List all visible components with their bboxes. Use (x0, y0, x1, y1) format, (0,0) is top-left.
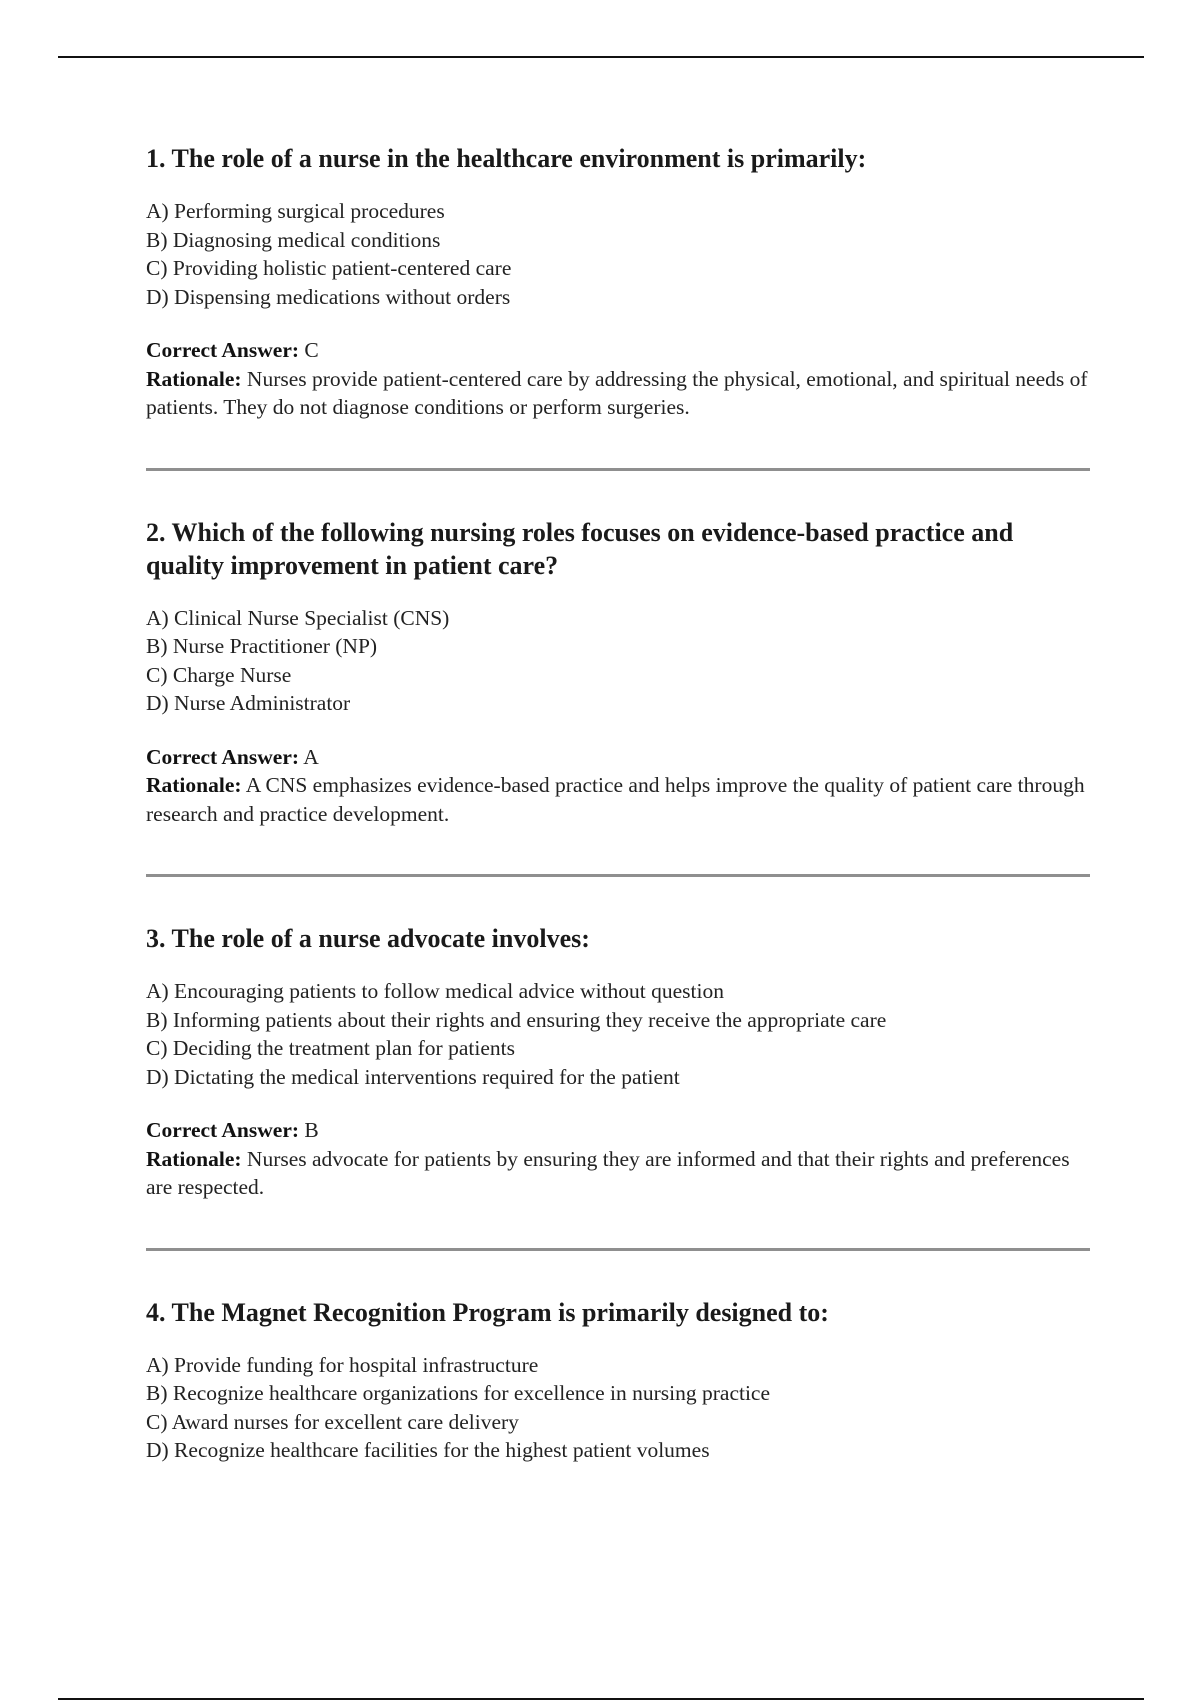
question-2 (146, 516, 1090, 829)
question-2-title: 2. Which of the following nursing roles focuses on evidence-based practice and quality improvement in patient care? (146, 517, 1014, 580)
question-3-answer-block (146, 1116, 1090, 1202)
option-a: A) Clinical Nurse Specialist (CNS) (146, 605, 450, 630)
question-3-options (146, 977, 1090, 1091)
question-1-answer-block (146, 336, 1090, 422)
question-1-options (146, 197, 1090, 311)
correct-answer-value: B (304, 1118, 319, 1142)
option-c: C) Providing holistic patient-centered care (146, 256, 512, 280)
rationale-label: Rationale: (146, 1146, 242, 1171)
rationale-label: Rationale: (146, 366, 242, 391)
option-d: D) Recognize healthcare facilities for the highest patient volumes (146, 1438, 710, 1462)
question-3-title: 3. The role of a nurse advocate involves: (146, 924, 590, 953)
correct-answer-label: Correct Answer: (146, 338, 300, 362)
option-b: B) Informing patients about their rights and ensuring they receive the appropriate care (146, 1007, 887, 1032)
rationale-text: A CNS emphasizes evidence-based practice and helps improve the quality of patient care through research and practice development. (146, 773, 1085, 826)
question-1-title: 1. The role of a nurse in the healthcare environment is primarily: (146, 144, 867, 173)
correct-answer-line (146, 1116, 1090, 1145)
option-d: D) Dispensing medications without orders (146, 284, 511, 309)
question-2-options (146, 604, 1090, 718)
question-separator (146, 874, 1090, 877)
correct-answer-label: Correct Answer: (146, 744, 300, 769)
option-c: C) Deciding the treatment plan for patients (146, 1036, 515, 1060)
rationale-text: Nurses advocate for patients by ensuring they are informed and that their rights and preferences are respected. (146, 1146, 1070, 1199)
question-4 (146, 1296, 1090, 1465)
page-header-rule (58, 56, 1144, 58)
question-1 (146, 142, 1090, 422)
rationale-line (146, 771, 1090, 828)
rationale-text: Nurses provide patient-centered care by addressing the physical, emotional, and spiritual needs of patients. They do not diagnose conditions or perform surgeries. (146, 366, 1088, 419)
option-b: B) Recognize healthcare organizations for excellence in nursing practice (146, 1381, 771, 1405)
option-b: B) Diagnosing medical conditions (146, 227, 441, 252)
question-separator (146, 468, 1090, 471)
question-3 (146, 922, 1090, 1202)
correct-answer-label: Correct Answer: (146, 1118, 300, 1142)
rationale-line (146, 1145, 1090, 1202)
question-4-options (146, 1351, 1090, 1465)
option-a: A) Provide funding for hospital infrastructure (146, 1352, 539, 1377)
question-2-answer-block (146, 743, 1090, 829)
option-b: B) Nurse Practitioner (NP) (146, 634, 378, 658)
correct-answer-line (146, 743, 1090, 772)
correct-answer-value: C (304, 338, 319, 362)
rationale-line (146, 365, 1090, 422)
option-c: C) Award nurses for excellent care delivery (146, 1409, 519, 1434)
option-d: D) Dictating the medical interventions required for the patient (146, 1064, 680, 1089)
correct-answer-value: A (303, 744, 319, 769)
correct-answer-line (146, 336, 1090, 365)
page-content (146, 142, 1090, 1465)
rationale-label: Rationale: (146, 773, 242, 797)
option-a: A) Encouraging patients to follow medical advice without question (146, 979, 724, 1003)
option-a: A) Performing surgical procedures (146, 199, 445, 223)
option-d: D) Nurse Administrator (146, 691, 351, 715)
option-c: C) Charge Nurse (146, 662, 292, 687)
question-4-title: 4. The Magnet Recognition Program is primarily designed to: (146, 1297, 829, 1327)
question-separator (146, 1248, 1090, 1251)
